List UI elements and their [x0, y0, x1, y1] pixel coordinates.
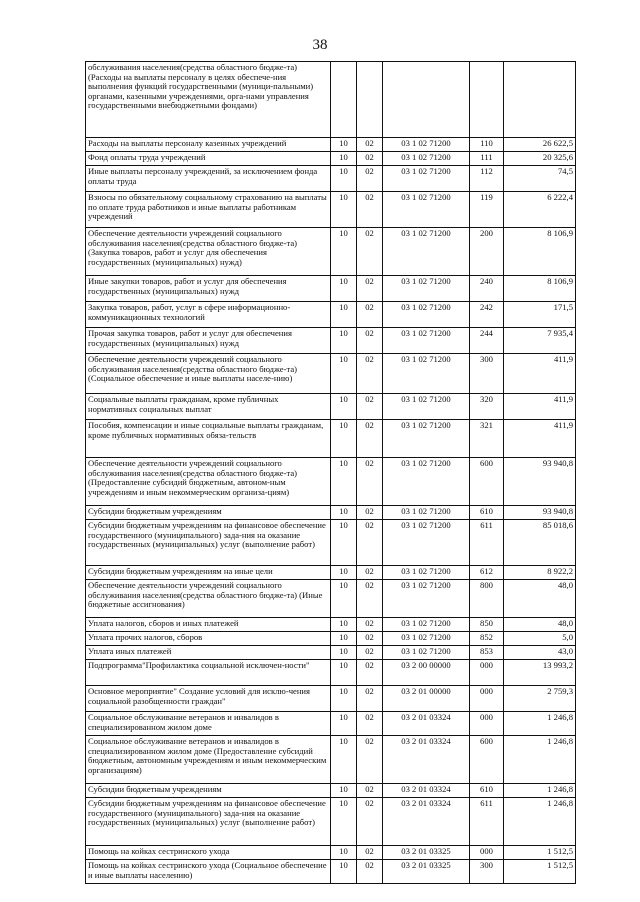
cell-expense-type: 200	[470, 228, 504, 276]
cell-amount: 1 246,8	[504, 712, 576, 736]
table-row	[86, 686, 576, 712]
cell-name: Иные закупки товаров, работ и услуг для обеспечения государственных (муниципальных) нужд	[86, 276, 331, 302]
cell-subsection: 02	[357, 618, 383, 632]
cell-target-article: 03 1 02 71200	[383, 276, 470, 302]
cell-section: 10	[331, 646, 357, 660]
table-row	[86, 860, 576, 884]
cell-section: 10	[331, 618, 357, 632]
cell-name: Уплата иных платежей	[86, 646, 331, 660]
table-row	[86, 660, 576, 686]
cell-subsection: 02	[357, 166, 383, 192]
cell-target-article: 03 1 02 71200	[383, 152, 470, 166]
cell-expense-type: 600	[470, 458, 504, 506]
cell-name: Помощь на койках сестринского ухода	[86, 846, 331, 860]
cell-target-article: 03 2 01 00000	[383, 686, 470, 712]
budget-table-body	[86, 62, 576, 884]
cell-expense-type: 321	[470, 420, 504, 458]
cell-name: Социальные выплаты гражданам, кроме публичных нормативных социальных выплат	[86, 394, 331, 420]
cell-subsection	[357, 62, 383, 138]
cell-target-article: 03 1 02 71200	[383, 420, 470, 458]
table-row	[86, 192, 576, 228]
cell-section: 10	[331, 506, 357, 520]
table-row	[86, 712, 576, 736]
cell-section: 10	[331, 276, 357, 302]
cell-name: Закупка товаров, работ, услуг в сфере информационно-коммуникационных технологий	[86, 302, 331, 328]
cell-amount: 85 018,6	[504, 520, 576, 566]
cell-target-article: 03 1 02 71200	[383, 394, 470, 420]
cell-subsection: 02	[357, 566, 383, 580]
cell-name: Уплата налогов, сборов и иных платежей	[86, 618, 331, 632]
cell-expense-type: 610	[470, 506, 504, 520]
cell-expense-type: 300	[470, 354, 504, 394]
table-row	[86, 328, 576, 354]
table-row	[86, 302, 576, 328]
table-row	[86, 394, 576, 420]
cell-section: 10	[331, 712, 357, 736]
cell-expense-type: 000	[470, 712, 504, 736]
table-row	[86, 736, 576, 784]
cell-expense-type: 612	[470, 566, 504, 580]
cell-expense-type: 611	[470, 520, 504, 566]
cell-amount: 8 922,2	[504, 566, 576, 580]
cell-target-article	[383, 62, 470, 138]
cell-expense-type: 000	[470, 660, 504, 686]
cell-subsection: 02	[357, 152, 383, 166]
cell-expense-type: 110	[470, 138, 504, 152]
cell-name: Уплата прочих налогов, сборов	[86, 632, 331, 646]
cell-amount: 1 512,5	[504, 860, 576, 884]
cell-target-article: 03 1 02 71200	[383, 302, 470, 328]
cell-subsection: 02	[357, 394, 383, 420]
cell-expense-type: 242	[470, 302, 504, 328]
cell-target-article: 03 1 02 71200	[383, 138, 470, 152]
cell-amount: 20 325,6	[504, 152, 576, 166]
cell-target-article: 03 2 00 00000	[383, 660, 470, 686]
cell-name: Обеспечение деятельности учреждений социального обслуживания населения(средства областного бюдже-та) (Иные бюджетные ассигнования)	[86, 580, 331, 618]
cell-target-article: 03 1 02 71200	[383, 166, 470, 192]
cell-amount: 1 512,5	[504, 846, 576, 860]
cell-expense-type: 000	[470, 686, 504, 712]
cell-amount: 171,5	[504, 302, 576, 328]
budget-table	[85, 61, 576, 884]
cell-subsection: 02	[357, 192, 383, 228]
cell-section: 10	[331, 354, 357, 394]
cell-target-article: 03 1 02 71200	[383, 192, 470, 228]
table-row	[86, 632, 576, 646]
cell-target-article: 03 2 01 03324	[383, 712, 470, 736]
cell-amount: 1 246,8	[504, 798, 576, 846]
cell-name: Помощь на койках сестринского ухода (Социальное обеспечение и иные выплаты населению)	[86, 860, 331, 884]
cell-section: 10	[331, 798, 357, 846]
cell-target-article: 03 2 01 03324	[383, 798, 470, 846]
cell-name: Субсидии бюджетным учреждениям на финансовое обеспечение государственного (муниципального) зада-ния на оказание государственных (муниципальных) услуг (выполнение работ)	[86, 798, 331, 846]
cell-amount: 93 940,8	[504, 506, 576, 520]
table-row	[86, 580, 576, 618]
cell-section: 10	[331, 458, 357, 506]
cell-amount: 8 106,9	[504, 276, 576, 302]
cell-section: 10	[331, 784, 357, 798]
table-row	[86, 618, 576, 632]
cell-subsection: 02	[357, 420, 383, 458]
cell-amount: 6 222,4	[504, 192, 576, 228]
cell-section: 10	[331, 138, 357, 152]
cell-expense-type: 112	[470, 166, 504, 192]
cell-name: Субсидии бюджетным учреждениям на финансовое обеспечение государственного (муниципального) зада-ния на оказание государственных (муниципальных) услуг (выполнение работ)	[86, 520, 331, 566]
cell-amount: 48,0	[504, 618, 576, 632]
cell-section: 10	[331, 566, 357, 580]
cell-section: 10	[331, 660, 357, 686]
cell-target-article: 03 1 02 71200	[383, 618, 470, 632]
cell-target-article: 03 1 02 71200	[383, 632, 470, 646]
cell-subsection: 02	[357, 784, 383, 798]
table-row	[86, 458, 576, 506]
cell-expense-type: 300	[470, 860, 504, 884]
cell-section: 10	[331, 846, 357, 860]
cell-subsection: 02	[357, 302, 383, 328]
cell-section: 10	[331, 192, 357, 228]
cell-subsection: 02	[357, 506, 383, 520]
cell-section: 10	[331, 228, 357, 276]
cell-section: 10	[331, 166, 357, 192]
cell-name: Социальное обслуживание ветеранов и инвалидов в специализированном жилом доме (Предоставление субсидий бюджетным, автономным учреждениям и иным некоммерческим организациям)	[86, 736, 331, 784]
table-row	[86, 646, 576, 660]
cell-subsection: 02	[357, 354, 383, 394]
cell-target-article: 03 1 02 71200	[383, 228, 470, 276]
table-row	[86, 520, 576, 566]
cell-subsection: 02	[357, 276, 383, 302]
table-row	[86, 62, 576, 138]
cell-expense-type: 111	[470, 152, 504, 166]
cell-subsection: 02	[357, 228, 383, 276]
cell-subsection: 02	[357, 646, 383, 660]
table-row	[86, 420, 576, 458]
cell-amount: 1 246,8	[504, 736, 576, 784]
cell-section: 10	[331, 328, 357, 354]
cell-amount	[504, 62, 576, 138]
page-number: 38	[312, 37, 328, 53]
cell-target-article: 03 1 02 71200	[383, 520, 470, 566]
cell-subsection: 02	[357, 686, 383, 712]
cell-expense-type	[470, 62, 504, 138]
table-row	[86, 506, 576, 520]
cell-name: Фонд оплаты труда учреждений	[86, 152, 331, 166]
cell-amount: 2 759,3	[504, 686, 576, 712]
table-row	[86, 566, 576, 580]
cell-name: Обеспечение деятельности учреждений социального обслуживания населения(средства областного бюдже-та) (Предоставление субсидий бюджетным, автоном-ным учреждениям и иным некоммерческим организа-циям)	[86, 458, 331, 506]
cell-amount: 43,0	[504, 646, 576, 660]
cell-subsection: 02	[357, 712, 383, 736]
cell-section: 10	[331, 152, 357, 166]
cell-section: 10	[331, 860, 357, 884]
cell-target-article: 03 1 02 71200	[383, 566, 470, 580]
cell-expense-type: 240	[470, 276, 504, 302]
cell-name: Подпрограмма"Профилактика социальной исключен-ности"	[86, 660, 331, 686]
cell-target-article: 03 2 01 03324	[383, 736, 470, 784]
cell-section: 10	[331, 580, 357, 618]
cell-amount: 5,0	[504, 632, 576, 646]
cell-amount: 411,9	[504, 420, 576, 458]
cell-subsection: 02	[357, 860, 383, 884]
cell-subsection: 02	[357, 798, 383, 846]
cell-amount: 93 940,8	[504, 458, 576, 506]
cell-section: 10	[331, 736, 357, 784]
cell-subsection: 02	[357, 660, 383, 686]
cell-target-article: 03 1 02 71200	[383, 458, 470, 506]
cell-target-article: 03 2 01 03325	[383, 860, 470, 884]
cell-amount: 8 106,9	[504, 228, 576, 276]
table-row	[86, 846, 576, 860]
cell-expense-type: 853	[470, 646, 504, 660]
table-row	[86, 354, 576, 394]
cell-subsection: 02	[357, 138, 383, 152]
cell-amount: 411,9	[504, 394, 576, 420]
cell-target-article: 03 2 01 03324	[383, 784, 470, 798]
cell-target-article: 03 1 02 71200	[383, 328, 470, 354]
cell-expense-type: 611	[470, 798, 504, 846]
cell-section: 10	[331, 686, 357, 712]
cell-expense-type: 800	[470, 580, 504, 618]
table-row	[86, 152, 576, 166]
cell-expense-type: 600	[470, 736, 504, 784]
cell-target-article: 03 1 02 71200	[383, 646, 470, 660]
cell-name: Взносы по обязательному социальному страхованию на выплаты по оплате труда работников и иные выплаты работникам учреждений	[86, 192, 331, 228]
cell-name: Иные выплаты персоналу учреждений, за исключением фонда оплаты труда	[86, 166, 331, 192]
cell-amount: 1 246,8	[504, 784, 576, 798]
cell-section	[331, 62, 357, 138]
cell-expense-type: 850	[470, 618, 504, 632]
cell-expense-type: 119	[470, 192, 504, 228]
cell-expense-type: 000	[470, 846, 504, 860]
cell-name: Пособия, компенсации и иные социальные выплаты гражданам, кроме публичных нормативных обяза-тельств	[86, 420, 331, 458]
cell-amount: 411,9	[504, 354, 576, 394]
cell-target-article: 03 1 02 71200	[383, 354, 470, 394]
cell-target-article: 03 1 02 71200	[383, 580, 470, 618]
cell-expense-type: 610	[470, 784, 504, 798]
cell-section: 10	[331, 394, 357, 420]
table-row	[86, 784, 576, 798]
cell-amount: 13 993,2	[504, 660, 576, 686]
cell-name: Субсидии бюджетным учреждениям на иные цели	[86, 566, 331, 580]
cell-name: Основное мероприятие" Создание условий для исклю-чения социальной разобщенности граждан"	[86, 686, 331, 712]
cell-section: 10	[331, 302, 357, 328]
table-row	[86, 228, 576, 276]
cell-amount: 26 622,5	[504, 138, 576, 152]
cell-subsection: 02	[357, 458, 383, 506]
cell-subsection: 02	[357, 736, 383, 784]
table-row	[86, 138, 576, 152]
cell-name: Субсидии бюджетным учреждениям	[86, 784, 331, 798]
cell-section: 10	[331, 420, 357, 458]
cell-expense-type: 852	[470, 632, 504, 646]
table-row	[86, 798, 576, 846]
cell-name: Расходы на выплаты персоналу казенных учреждений	[86, 138, 331, 152]
cell-amount: 48,0	[504, 580, 576, 618]
cell-subsection: 02	[357, 632, 383, 646]
cell-section: 10	[331, 632, 357, 646]
cell-subsection: 02	[357, 846, 383, 860]
cell-amount: 74,5	[504, 166, 576, 192]
cell-expense-type: 244	[470, 328, 504, 354]
cell-target-article: 03 1 02 71200	[383, 506, 470, 520]
table-row	[86, 276, 576, 302]
table-row	[86, 166, 576, 192]
cell-amount: 7 935,4	[504, 328, 576, 354]
cell-expense-type: 320	[470, 394, 504, 420]
cell-subsection: 02	[357, 580, 383, 618]
cell-name: обслуживания населения(средства областного бюдже-та) (Расходы на выплаты персоналу в целях обеспече-ния выполнения функций государственными (муници-пальными) органами, казенными учреждениями, орга-нами управления государственными внебюджетными фондами)	[86, 62, 331, 138]
cell-subsection: 02	[357, 328, 383, 354]
cell-name: Обеспечение деятельности учреждений социального обслуживания населения(средства областного бюдже-та) (Социальное обеспечение и иные выплаты населе-нию)	[86, 354, 331, 394]
cell-name: Социальное обслуживание ветеранов и инвалидов в специализированном жилом доме	[86, 712, 331, 736]
cell-name: Обеспечение деятельности учреждений социального обслуживания населения(средства областного бюдже-та) (Закупка товаров, работ и услуг для обеспечения государственных (муниципальных) нужд)	[86, 228, 331, 276]
cell-name: Субсидии бюджетным учреждениям	[86, 506, 331, 520]
cell-name: Прочая закупка товаров, работ и услуг для обеспечения государственных (муниципальных) нужд	[86, 328, 331, 354]
cell-section: 10	[331, 520, 357, 566]
cell-target-article: 03 2 01 03325	[383, 846, 470, 860]
cell-subsection: 02	[357, 520, 383, 566]
